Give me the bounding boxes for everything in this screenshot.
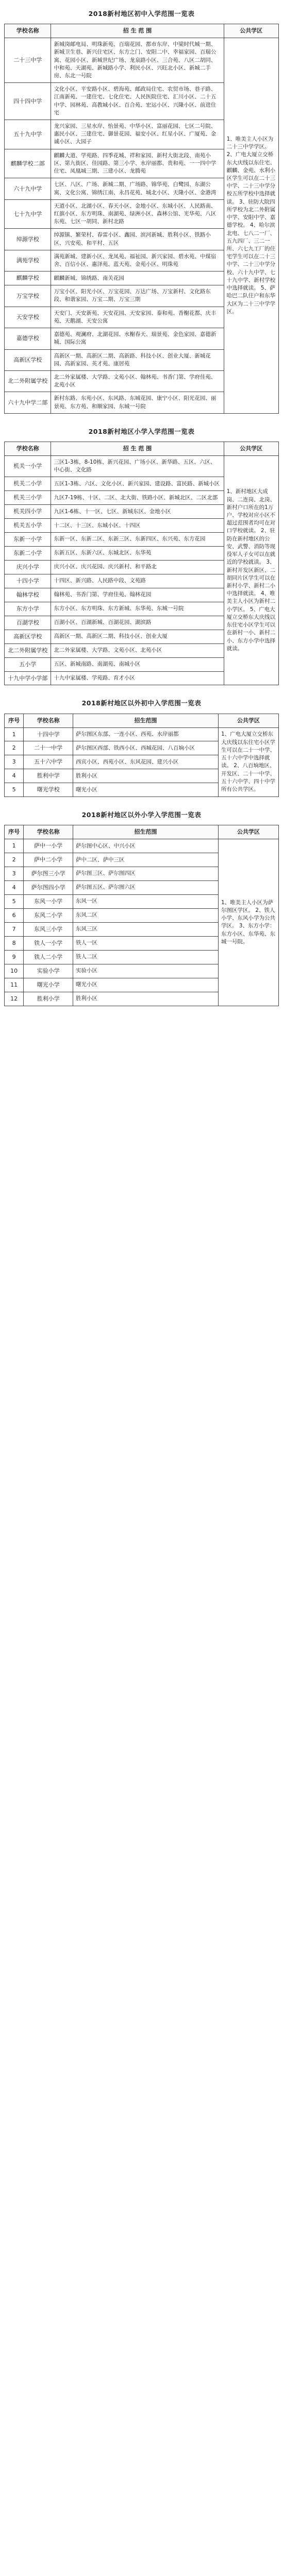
school-name-cell: 机关三小学 [5, 491, 51, 505]
admission-range-cell: 萨尔图区东部、一连小区、西苑、水岸丽都 [73, 727, 218, 741]
admission-range-cell: 嘉德苑、观澜府、北湖花园、水榭春天、瑞景苑、金色家园、嘉德新城、国际公寓 [51, 328, 224, 349]
school-name-cell: 天安学校 [5, 307, 51, 328]
school-name-cell: 胜利中学 [24, 769, 73, 783]
admission-table [4, 825, 279, 1006]
row-number-cell: 11 [5, 978, 24, 992]
school-name-cell: 胜利小学 [24, 992, 73, 1006]
school-name-cell: 绰源学校 [5, 229, 51, 250]
admission-range-cell: 铁人二区 [73, 950, 218, 964]
school-name-cell: 万宝学校 [5, 285, 51, 307]
school-name-cell: 曙光学校 [24, 783, 73, 797]
school-name-cell: 七十九中学 [5, 199, 51, 229]
school-name-cell: 十四中学 [24, 727, 73, 741]
row-number-cell: 7 [5, 922, 24, 936]
table-block-4 [4, 810, 279, 1006]
school-name-cell: 实验小学 [24, 964, 73, 978]
table-row [5, 455, 279, 477]
school-name-cell: 五十六中学 [24, 755, 73, 769]
row-number-cell: 10 [5, 964, 24, 978]
header-shared: 公共学区 [218, 714, 278, 727]
admission-range-cell: 三区1-3栋，8-10栋、新兴花园、广场小区、新华路、五区、六区、中心街、文化路 [51, 455, 224, 477]
table-title: 2018新村地区小学入学范围一览表 [88, 427, 195, 435]
admission-range-cell: 萨尔图区西部、铁西小区、西城花园、八百垧小区 [73, 741, 218, 755]
admission-range-cell: 庆兴小区、庆兴花园、庆兴新村、和平路北 [51, 561, 224, 574]
table-title: 2018新村地区初中入学范围一览表 [88, 10, 195, 18]
admission-table [4, 714, 279, 798]
admission-range-cell: 五区、新城南路、南湖苑、南城小区 [51, 657, 224, 671]
table-row [5, 839, 279, 853]
school-name-cell: 机关一小学 [5, 455, 51, 477]
admission-range-cell: 新城岗邮电局、明珠新苑、百瑞花园、都市东岸、中梁时代城一期、新城卫生巷、新兴住宅区、东方之门、安阳二中、幸福家园、百瑞公寓、花园小区、新城世纪广场、龙泉路小区、三合苑、八区二胡同、中和苑、天湖苑、新城路小学、利民小区、兴旺北小区、新城二手房、东北一号院 [51, 38, 224, 83]
header-range: 招 生 范 围 [51, 24, 224, 38]
row-number-cell: 5 [5, 783, 24, 797]
school-name-cell: 铁人二小学 [24, 950, 73, 964]
school-name-cell: 六十九中学二部 [5, 392, 51, 413]
row-number-cell: 4 [5, 769, 24, 783]
admission-range-cell: 九区1-6栋、十一区、七区、新城东区、金地小区 [51, 505, 224, 519]
admission-range-cell: 铁人一区 [73, 936, 218, 950]
school-name-cell: 机关五小学 [5, 519, 51, 533]
admission-range-cell: 北二外家属楼、大学路、文苑小区、翰林苑、书香门第、学府佳苑、北苑小区 [51, 371, 224, 392]
shared-district-cell: 1、唯美主人小区为萨尔图区学区。 2、铁人小学、东风小学为公共学区。 3、东方小学：东方小区、东华苑、东城一号院。 [218, 839, 278, 1006]
admission-range-cell: 东风二区 [73, 908, 218, 922]
school-name-cell: 北二外附属学校 [5, 643, 51, 657]
header-range: 招生范围 [73, 714, 218, 727]
school-name-cell: 麒麟学校 [5, 272, 51, 285]
school-name-cell: 五小学 [5, 657, 51, 671]
table-body [5, 727, 279, 797]
school-name-cell: 萨中一小学 [24, 839, 73, 853]
school-name-cell: 东风三小学 [24, 922, 73, 936]
school-name-cell: 百湖学校 [5, 616, 51, 630]
school-name-cell: 十九中学小学部 [5, 671, 51, 685]
admission-table [4, 442, 279, 685]
admission-range-cell: 麒麟大道、学苑路、四季花城、祥和家园、新村大街北段、南苑小区、第九街区、佳园路、第三小学、水岸丽都、贵和苑、一一四中学住宅、凤凰城三期、三建小区、龙腾苑 [51, 149, 224, 178]
header-shared: 公共学区 [224, 24, 278, 38]
school-name-cell: 机关二小学 [5, 477, 51, 491]
table-block-1 [4, 9, 279, 414]
school-name-cell: 铁人一小学 [24, 936, 73, 950]
admission-range-cell: 十九中家属楼、学苑路、育才小区 [51, 671, 224, 685]
school-name-cell: 六十九中学 [5, 178, 51, 199]
admission-range-cell: 东风一区 [73, 895, 218, 909]
row-number-cell: 2 [5, 853, 24, 867]
admission-range-cell: 十四区、新兴路、人民路中段、文苑路 [51, 574, 224, 588]
header-school: 学校名称 [24, 714, 73, 727]
row-number-cell: 2 [5, 741, 24, 755]
row-number-cell: 9 [5, 950, 24, 964]
admission-table [4, 24, 279, 414]
table-body [5, 455, 279, 685]
header-seq: 序号 [5, 714, 24, 727]
admission-range-cell: 实验小区 [73, 964, 218, 978]
admission-range-cell: 麒麟新城、锦绣路、南关花园 [51, 272, 224, 285]
school-name-cell: 东新二小学 [5, 547, 51, 561]
admission-range-cell: 百湖小区、百湖新城、百湖花园、湖滨路 [51, 616, 224, 630]
school-name-cell: 东新一小学 [5, 533, 51, 547]
row-number-cell: 8 [5, 936, 24, 950]
admission-range-cell: 东方小区、东方明珠、东方新城、东华苑、东城一号院 [51, 602, 224, 616]
table-body [5, 839, 279, 1006]
admission-range-cell: 东风三区 [73, 922, 218, 936]
school-name-cell: 二十三中学 [5, 38, 51, 83]
row-number-cell: 1 [5, 727, 24, 741]
school-name-cell: 满苑学校 [5, 250, 51, 271]
school-name-cell: 十四小学 [5, 574, 51, 588]
school-name-cell: 东风二小学 [24, 908, 73, 922]
admission-range-cell: 胜利小区 [73, 992, 218, 1006]
admission-range-cell: 天道小区、北湖小区、春天小区、金地小区、东城小区、人民路南、红旗小区、东方明珠、南湖苑、绿洲小区、森林公馆、光华苑、八区东苑、七区一胡同、新村北路 [51, 199, 224, 229]
admission-range-cell: 西宾小区、西苑小区、东风花园、建兴小区 [73, 755, 218, 769]
admission-range-cell: 翰林苑、书香门第、学府佳苑、翰林花园 [51, 588, 224, 602]
admission-range-cell: 萨尔图三区、萨尔图四区 [73, 867, 218, 881]
shared-district-cell: 1、唯美主人小区为二十三中学学区。 2、广电大厦立交桥东大庆线以东住宅、麒麟、金苑、水利小区学生可以在二十三中学、二十三中学分校五所学校中选择就读。 3、驻防大院四所学校为北二外附属中学、安阳中学、嘉德学校。 4、哈尔滨北电、七八二一厂、五九四厂、三二一所、六七九工厂的住宅学生可以在二十三中学、二十三中学分校、六十九中学、七十九中学、新村学校中选择就读。 5、萨哈巴二队住户和东华大区为二十三中学学区。 [224, 38, 278, 414]
header-school: 学校名称 [5, 24, 51, 38]
admission-range-cell: 新村东路、东苑小区、东风路、东城花园、康宁小区、阳光花园、丽景苑、东方苑、和顺家园、东城一号院 [51, 392, 224, 413]
school-name-cell: 五十九中学 [5, 120, 51, 149]
admission-range-cell: 天安门、天安新苑、天安花园、天安家园、泰和苑、香榭花都、庆丰苑、天鹅湖、天安公寓 [51, 307, 224, 328]
admission-range-cell: 文化小区、平安路小区、碧海苑、邮政局住宅、农贸市场、巷子路、江南新苑、一建住宅、七化住宅、人民医院住宅、汇川小区、二十五中学、园林苑、高教城小区、百合苑、宏运小区、兴隆小区、前进住宅 [51, 83, 224, 120]
admission-range-cell: 萨尔图五区、萨尔图六区 [73, 881, 218, 895]
school-name-cell: 萨尔图四小学 [24, 881, 73, 895]
row-number-cell: 12 [5, 992, 24, 1006]
table-row [5, 727, 279, 741]
admission-range-cell: 高新区一期、高新区二期、科技小区、创业大厦 [51, 630, 224, 643]
admission-range-cell: 北二外家属楼、大学路、文苑小区、北苑小区 [51, 643, 224, 657]
header-range: 招生范围 [73, 825, 218, 839]
shared-district-cell: 1、新村地区大成岗、二连岗、北岗、新村户口所在的1万户、学校对应小区不超过范围者均可在对口学校就读。 2、驻防在新村地区的公安、武警、消防等现役军人子女可以在就近的学校就读。 3、新村开发区新区、二胡同片区学生可以在新村小学、新村二小中选择就读。 4、唯美主人小区为新村二小学区。 5、广电大厦立交桥东大庆线以东住宅小区学生可以在新村一小、新村二小、东方小学中选择就读。 [224, 455, 278, 685]
admission-range-cell: 曙光小区 [73, 783, 218, 797]
school-name-cell: 东方小学 [5, 602, 51, 616]
row-number-cell: 3 [5, 867, 24, 881]
row-number-cell: 3 [5, 755, 24, 769]
table-row [5, 38, 279, 83]
school-name-cell: 二十一中学 [24, 741, 73, 755]
admission-range-cell: 高新区一期、高新区二期、高新路、科技小区、创业大厦、新城花园、高新家园、英才苑、康居苑 [51, 349, 224, 370]
admission-range-cell: 万宝小区、阳光小区、万宝花园、万达广场、万宝新村、文化路东段、和谐家园、万宝二期、万宝三期 [51, 285, 224, 307]
row-number-cell: 5 [5, 895, 24, 909]
school-name-cell: 机关四小学 [5, 505, 51, 519]
admission-range-cell: 绰源镇、繁荣村、春雷小区、鑫园、滨河新城、胜利小区、铁路小区、兴安苑、和平村、五区 [51, 229, 224, 250]
table-block-2 [4, 427, 279, 686]
admission-range-cell: 九区7-19栋、十区、二区、北大街、铁路小区、新城北区、二区北部 [51, 491, 224, 505]
table-body [5, 38, 279, 414]
shared-district-cell: 1、广电大厦立交桥东大庆线以东住宅小区学生可以在二十一中学、五十六中学中选择就读。 2、八百垧地区、开发区、二十一中学、五十六中学、四十中学所有公共学区。 [218, 727, 278, 797]
admission-range-cell: 萨尔图中心区、中兴小区 [73, 839, 218, 853]
table-title: 2018新村地区以外初中入学范围一览表 [81, 699, 202, 707]
row-number-cell: 6 [5, 908, 24, 922]
school-name-cell: 东风一小学 [24, 895, 73, 909]
header-shared: 公共学区 [224, 442, 278, 456]
school-name-cell: 萨中二小学 [24, 853, 73, 867]
row-number-cell: 4 [5, 881, 24, 895]
school-name-cell: 曙光小学 [24, 978, 73, 992]
school-name-cell: 麒麟学校二部 [5, 149, 51, 178]
admission-range-cell: 七区、八区、广场、新城二期、广场路、锦华苑、白鹭园、东湖公寓、文化公寓、锦绣江南、永昌花苑、城北小区、天隆小区、金港湾 [51, 178, 224, 199]
school-name-cell: 高新区学校 [5, 630, 51, 643]
school-name-cell: 萨尔图三小学 [24, 867, 73, 881]
school-name-cell: 北二外附属学校 [5, 371, 51, 392]
admission-range-cell: 五区1-3栋、六区、文化小区、新兴家园、建设路、富民路、新城小区 [51, 477, 224, 491]
school-name-cell: 四十四中学 [5, 83, 51, 120]
admission-range-cell: 胜利小区 [73, 769, 218, 783]
admission-range-cell: 东新五区、东新六区、东城北区、东华苑 [51, 547, 224, 561]
school-name-cell: 庆兴小学 [5, 561, 51, 574]
table-block-3 [4, 699, 279, 797]
header-shared: 公共学区 [218, 825, 278, 839]
admission-range-cell: 满苑新城、建新小区、龙凤苑、福祉园、新兴家园、碧水苑、中煤宿舍、百信小区、惠泽苑、蓝天苑、金苑小区、明珠苑 [51, 250, 224, 271]
admission-range-cell: 曙光小区 [73, 978, 218, 992]
table-title: 2018新村地区以外小学入学范围一览表 [81, 811, 202, 819]
header-school: 学校名称 [5, 442, 51, 456]
header-seq: 序号 [5, 825, 24, 839]
admission-range-cell: 萨中二区、萨中三区 [73, 853, 218, 867]
header-range: 招 生 范 围 [51, 442, 224, 456]
admission-range-cell: 东新一区、东新二区、东新三区、东新四区、东兴苑、东方花园 [51, 533, 224, 547]
admission-range-cell: 十二区、十三区、东城小区、十四区 [51, 519, 224, 533]
school-name-cell: 高新区学校 [5, 349, 51, 370]
school-name-cell: 嘉德学校 [5, 328, 51, 349]
school-name-cell: 翰林学校 [5, 588, 51, 602]
admission-range-cell: 龙兴家园、三星水岸、怡景苑、中华小区、富丽花园、七区二号院、惠民小区、三建住宅、御景花园、福安小区、红星小区、广厦苑、金诚小区、大园子 [51, 120, 224, 149]
row-number-cell: 1 [5, 839, 24, 853]
header-school: 学校名称 [24, 825, 73, 839]
